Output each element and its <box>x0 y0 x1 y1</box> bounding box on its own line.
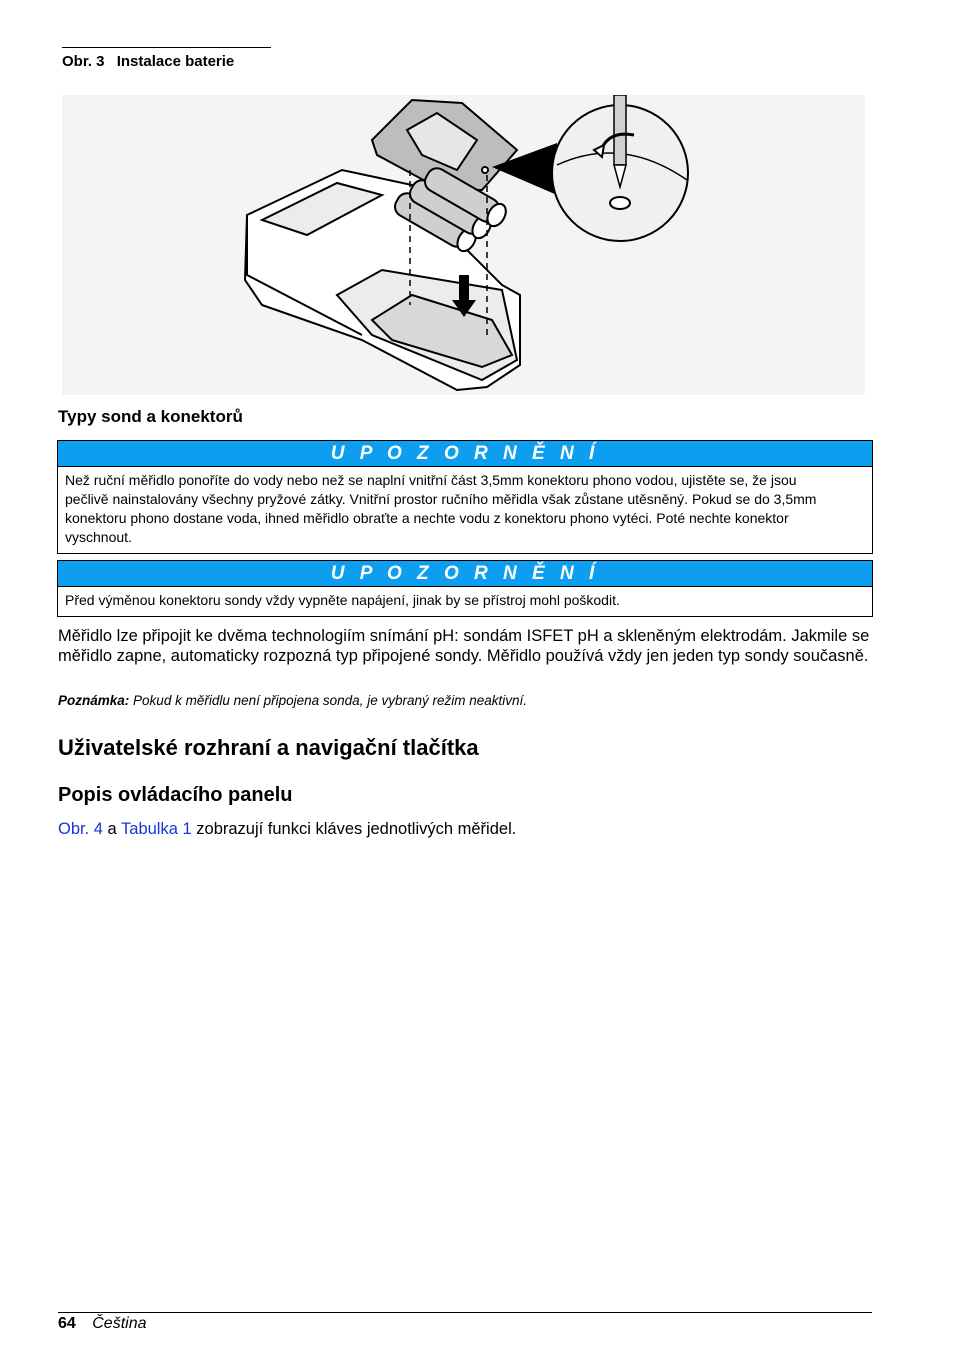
section-heading-ui: Uživatelské rozhraní a navigační tlačítka <box>58 735 479 760</box>
caution-box-power <box>57 560 873 617</box>
page-footer <box>58 1312 872 1337</box>
page-number: 64 <box>58 1315 76 1332</box>
figure-caption <box>62 47 271 70</box>
link-figure-4[interactable]: Obr. 4 <box>58 820 103 838</box>
figure-number: Obr. 3 <box>62 53 105 70</box>
figure-title: Instalace baterie <box>116 53 235 70</box>
reference-text: zobrazují funkci kláves jednotlivých měřidel. <box>196 820 517 838</box>
note-label: Poznámka: <box>58 693 130 708</box>
reference-joiner: a <box>107 820 117 838</box>
footer-language: Čeština <box>92 1315 147 1332</box>
caution-box-water <box>57 440 873 554</box>
note <box>58 693 527 708</box>
reference-line <box>58 820 516 839</box>
caution-text: Než ruční měřidlo ponoříte do vody nebo než se naplní vnitřní část 3,5mm konektoru phono vodou, ujistěte se, že jsou pečlivě nainstalovány všechny pryžové zátky. Vnitřní prostor ručního měřidla však zůstane utěsněný. Pokud se do 3,5mm konektoru phono dostane voda, ihned měřidlo obraťte a nechte vodu z konektoru phono vytéci. Poté nechte konektor vyschnout. <box>65 472 817 545</box>
caution-text: Před výměnou konektoru sondy vždy vypněte napájení, jinak by se přístroj mohl poškodit. <box>65 592 620 608</box>
body-paragraph: Měřidlo lze připojit ke dvěma technologiím snímání pH: sondám ISFET pH a skleněným elektrodám. Jakmile se měřidlo zapne, automaticky rozpozná typ připojené sondy. Měřidlo používá vždy jen jeden typ sondy současně. <box>58 627 870 665</box>
caution-heading: U P O Z O R N Ě N Í <box>58 561 872 587</box>
link-table-1[interactable]: Tabulka 1 <box>121 820 192 838</box>
battery-installation-illustration <box>62 95 865 395</box>
section-heading-probes: Typy sond a konektorů <box>58 407 243 426</box>
subsection-heading-panel: Popis ovládacího panelu <box>58 784 293 806</box>
note-text: Pokud k měřidlu není připojena sonda, je vybraný režim neaktivní. <box>133 693 528 708</box>
caution-heading: U P O Z O R N Ě N Í <box>58 441 872 467</box>
